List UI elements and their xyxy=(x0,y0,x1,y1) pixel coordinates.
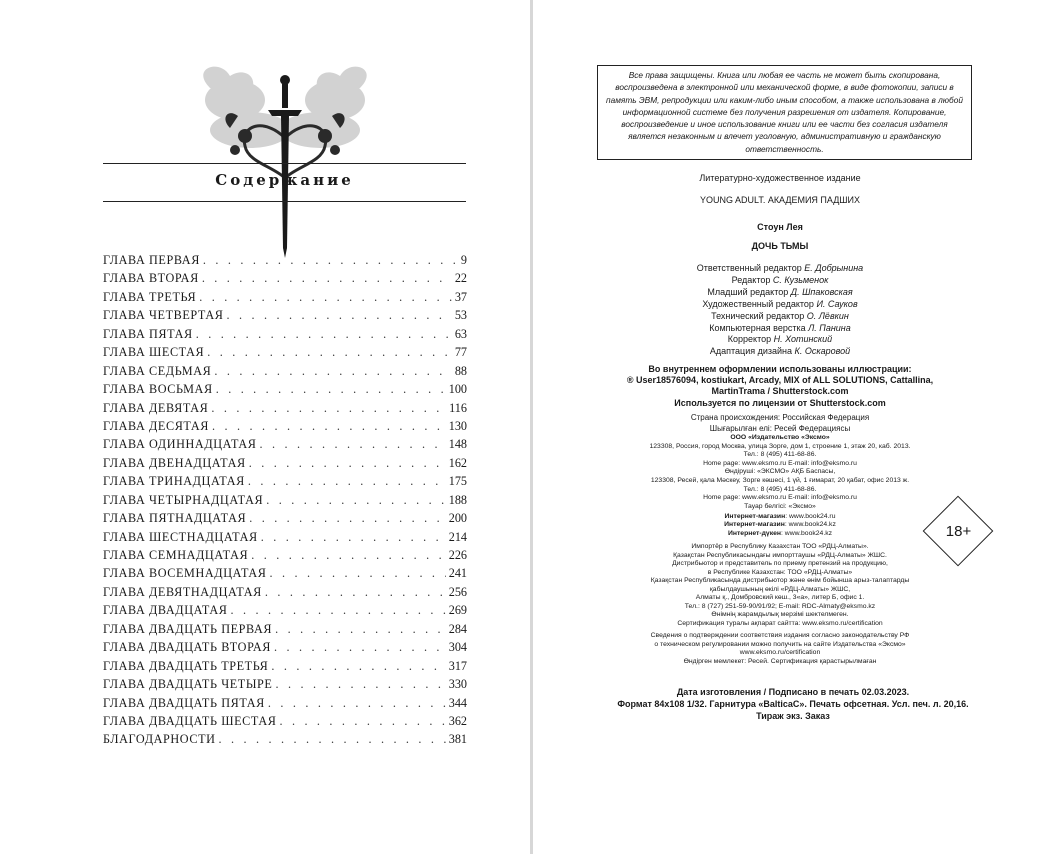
toc-entry xyxy=(103,530,467,548)
credit-line xyxy=(533,323,1027,334)
toc-entry-page: 214 xyxy=(448,529,467,544)
table-of-contents xyxy=(103,253,467,751)
toc-leader-dots xyxy=(260,437,446,452)
toc-entry-page: 88 xyxy=(454,363,467,378)
toc-entry-label: ГЛАВА ЧЕТВЕРТАЯ xyxy=(103,308,224,323)
toc-leader-dots xyxy=(274,640,446,655)
publisher-line: Тел.: 8 (495) 411-68-86. xyxy=(743,451,817,459)
toc-entry-page: 269 xyxy=(448,603,467,618)
toc-entry-page: 330 xyxy=(448,677,467,692)
toc-entry-page: 304 xyxy=(448,640,467,655)
toc-entry-page: 9 xyxy=(460,253,467,267)
toc-rule-bottom xyxy=(103,201,466,202)
toc-leader-dots xyxy=(270,566,446,581)
toc-entry-label: ГЛАВА ДВАДЦАТЬ ЧЕТЫРЕ xyxy=(103,677,273,692)
toc-leader-dots xyxy=(199,290,452,305)
toc-leader-dots xyxy=(214,364,451,379)
toc-entry-page: 130 xyxy=(448,418,467,433)
toc-leader-dots xyxy=(271,659,445,674)
toc-entry xyxy=(103,677,467,695)
sword-ornament-icon xyxy=(190,58,380,258)
toc-entry xyxy=(103,511,467,529)
toc-leader-dots xyxy=(216,382,446,397)
toc-entry xyxy=(103,401,467,419)
toc-entry xyxy=(103,308,467,326)
toc-entry-label: ГЛАВА ШЕСТНАДЦАТАЯ xyxy=(103,529,258,544)
importer-line: Тел.: 8 (727) 251-59-90/91/92; E-mail: RDC-Almaty@eksmo.kz xyxy=(684,602,876,610)
credit-line xyxy=(533,334,1027,345)
toc-entry-label: ГЛАВА ДВЕНАДЦАТАЯ xyxy=(103,455,246,470)
toc-entry xyxy=(103,714,467,732)
illustrations-line: ® User18576094, kostiukart, Arcady, MIX of ALL SOLUTIONS, Cattallina, xyxy=(626,375,934,386)
design-adaptation-name: К. Оскаровой xyxy=(794,346,851,356)
publisher-line: Тауар белгісі: «Эксмо» xyxy=(744,502,816,510)
credit-role: Технический редактор xyxy=(711,310,805,321)
credit-role: Художественный редактор xyxy=(702,298,814,309)
toc-leader-dots xyxy=(202,271,452,286)
toc-entry xyxy=(103,345,467,363)
toc-entry-page: 256 xyxy=(448,584,467,599)
left-page xyxy=(0,0,530,854)
illustrations-line: Используется по лицензии от Shutterstock.com xyxy=(674,397,886,408)
credit-line xyxy=(533,299,1027,310)
design-adaptation-role: Адаптация дизайна xyxy=(709,346,793,356)
online-shop-line: Интернет-магазин: www.book24.ru xyxy=(724,513,836,520)
toc-leader-dots xyxy=(248,474,446,489)
toc-entry-page: 226 xyxy=(448,548,467,562)
credit-line xyxy=(533,311,1027,322)
toc-entry-page: 317 xyxy=(448,658,467,673)
toc-leader-dots xyxy=(196,327,452,342)
online-shop-url[interactable]: www.book24.kz xyxy=(784,529,833,537)
toc-leader-dots xyxy=(207,345,452,360)
toc-entry xyxy=(103,456,467,474)
toc-entry-label: ГЛАВА ТРЕТЬЯ xyxy=(103,289,197,304)
toc-entry-label: ГЛАВА ПЕРВАЯ xyxy=(103,253,200,267)
toc-entry xyxy=(103,327,467,345)
online-shop-line: Интернет-дүкен: www.book24.kz xyxy=(727,529,833,537)
publisher-line: ООО «Издательство «Эксмо» xyxy=(730,434,830,441)
age-rating: 18+ xyxy=(945,523,972,540)
toc-entry xyxy=(103,548,467,566)
toc-entry xyxy=(103,640,467,658)
origin-line: Шығарылған елі: Ресей Федерациясы xyxy=(709,424,851,433)
toc-leader-dots xyxy=(203,253,458,268)
credit-role: Редактор xyxy=(731,274,771,285)
credit-line xyxy=(533,263,1027,274)
author-name: Стоун Лея xyxy=(757,222,803,232)
toc-rule-top xyxy=(103,163,466,164)
toc-entry-page: 344 xyxy=(448,695,467,710)
toc-entry-page: 175 xyxy=(448,474,467,489)
toc-entry-page: 37 xyxy=(454,289,467,304)
toc-entry-page: 116 xyxy=(449,400,467,415)
importer-line: Қазақстан Республикасындағы импорттаушы «РДЦ-Алматы» ЖШС. xyxy=(673,551,887,559)
toc-leader-dots xyxy=(266,493,445,508)
toc-entry-page: 241 xyxy=(448,566,467,581)
toc-entry-label: ГЛАВА ДВАДЦАТАЯ xyxy=(103,603,228,618)
toc-entry xyxy=(103,603,467,621)
importer-line: қабылдаушының өкілі «РДЦ-Алматы» ЖШС, xyxy=(709,585,851,593)
toc-entry xyxy=(103,659,467,677)
toc-leader-dots xyxy=(212,419,446,434)
toc-entry-label: ГЛАВА ВТОРАЯ xyxy=(103,271,199,286)
importer-line: Қазақстан Республикасында дистрибьютор және өнім бойынша арыз-талаптарды xyxy=(650,577,910,584)
toc-entry-page: 381 xyxy=(448,732,467,747)
toc-entry-label: ГЛАВА ВОСЕМНАДЦАТАЯ xyxy=(103,566,267,581)
toc-entry-label: БЛАГОДАРНОСТИ xyxy=(103,732,216,747)
edition-type: Литературно-художественное издание xyxy=(699,173,861,183)
colophon-line: Формат 84x108 1/32. Гарнитура «BalticaC». Печать офсетная. Усл. печ. л. 20,16. xyxy=(617,699,969,710)
toc-entry xyxy=(103,290,467,308)
online-shop-label: Интернет-магазин xyxy=(724,513,786,520)
credit-name: Л. Панина xyxy=(808,322,851,333)
toc-leader-dots xyxy=(275,677,445,692)
toc-entry-label: ГЛАВА ДЕВЯТАЯ xyxy=(103,400,209,415)
toc-entry xyxy=(103,732,467,750)
toc-entry-page: 188 xyxy=(448,492,467,507)
toc-entry-label: ГЛАВА ДВАДЦАТЬ ВТОРАЯ xyxy=(103,640,272,655)
publisher-line: 123308, Ресей, қала Мәскеу, Зорге көшесі, 1 үй, 1 ғимарат, 20 қабат, офис 2013 ж. xyxy=(650,477,910,484)
toc-entry xyxy=(103,437,467,455)
illustrations-line: MartinTrama / Shutterstock.com xyxy=(711,386,849,397)
online-shop-label: Интернет-дүкен xyxy=(727,529,781,537)
toc-entry-label: ГЛАВА ДВАДЦАТЬ ШЕСТАЯ xyxy=(103,713,277,728)
publisher-line: 123308, Россия, город Москва, улица Зорге, дом 1, строение 1, этаж 20, каб. 2013. xyxy=(649,442,911,450)
toc-entry-page: 284 xyxy=(448,621,467,636)
credit-role: Корректор xyxy=(727,334,772,345)
toc-leader-dots xyxy=(261,530,446,545)
importer-line: в Республике Казахстан: ТОО «РДЦ-Алматы» xyxy=(707,568,853,576)
credit-name: О. Лёвкин xyxy=(806,310,849,321)
toc-entry-label: ГЛАВА ДЕСЯТАЯ xyxy=(103,418,209,433)
toc-entry-page: 63 xyxy=(454,326,467,341)
illustrations-line: Во внутреннем оформлении использованы иллюстрации: xyxy=(648,364,912,374)
toc-entry-label: ГЛАВА ЧЕТЫРНАДЦАТАЯ xyxy=(103,492,264,507)
toc-entry-label: ГЛАВА ШЕСТАЯ xyxy=(103,345,205,360)
toc-entry-page: 162 xyxy=(448,455,467,470)
publisher-line: Home page: www.eksmo.ru E-mail: info@eksmo.ru xyxy=(703,494,857,502)
design-adaptation xyxy=(533,346,1027,357)
toc-entry xyxy=(103,622,467,640)
toc-entry xyxy=(103,271,467,289)
series-name: YOUNG ADULT. АКАДЕМИЯ ПАДШИХ xyxy=(699,195,861,205)
toc-leader-dots xyxy=(249,511,446,526)
toc-entry xyxy=(103,382,467,400)
copyright-notice: Все права защищены. Книга или любая ее часть не может быть скопирована, воспроизведена в электронной или механической форме, в виде фотокопии, записи в память ЭВМ, репродукции или каким-либо иным способом, а также использована в любой информационной системе без получения разрешения от издателя. Копирование, воспроизведение и иное использование книги или ее части без согласия издателя является незаконным и влечет уголовную, административную и гражданскую ответственность. xyxy=(597,65,972,160)
credit-name: И. Сауков xyxy=(816,298,858,309)
origin-line: Страна происхождения: Российская Федерация xyxy=(690,413,870,422)
toc-entry-page: 77 xyxy=(454,345,467,360)
toc-entry-page: 53 xyxy=(454,308,467,323)
toc-entry-label: ГЛАВА ОДИННАДЦАТАЯ xyxy=(103,437,257,452)
toc-leader-dots xyxy=(219,732,446,747)
publisher-line: Home page: www.eksmo.ru E-mail: info@eksmo.ru xyxy=(703,459,857,467)
importer-line: Өнімнің жарамдылық мерзімі шектелмеген. xyxy=(711,611,849,618)
toc-entry xyxy=(103,493,467,511)
importer-line: Дистрибьютор и представитель по приему претензий на продукцию, xyxy=(672,560,888,567)
toc-entry-label: ГЛАВА СЕДЬМАЯ xyxy=(103,363,212,378)
toc-entry xyxy=(103,253,467,271)
toc-entry-page: 148 xyxy=(448,437,467,452)
certification-line: о техническом регулировании можно получить на сайте Издательства «Эксмо» xyxy=(654,640,906,648)
publisher-line: Тел.: 8 (495) 411-68-86. xyxy=(743,485,817,493)
colophon-line: Дата изготовления / Подписано в печать 02.03.2023. xyxy=(676,687,910,697)
toc-entry-label: ГЛАВА ДВАДЦАТЬ ТРЕТЬЯ xyxy=(103,658,269,673)
toc-entry xyxy=(103,474,467,492)
toc-leader-dots xyxy=(249,456,446,471)
toc-entry-page: 100 xyxy=(448,382,467,397)
toc-entry xyxy=(103,364,467,382)
toc-entry-label: ГЛАВА СЕМНАДЦАТАЯ xyxy=(103,548,249,562)
toc-entry xyxy=(103,585,467,603)
toc-leader-dots xyxy=(279,714,445,729)
toc-entry-label: ГЛАВА ДВАДЦАТЬ ПЕРВАЯ xyxy=(103,621,273,636)
online-shop-label: Интернет-магазин xyxy=(724,521,785,529)
toc-title: Содержание xyxy=(215,171,354,189)
importer-line: Алматы қ., Домбровский көш., 3«а», литер Б, офис 1. xyxy=(695,594,865,601)
toc-entry-label: ГЛАВА ТРИНАДЦАТАЯ xyxy=(103,474,245,489)
toc-leader-dots xyxy=(275,622,446,637)
toc-entry-label: ГЛАВА ПЯТАЯ xyxy=(103,326,193,341)
book-title: ДОЧЬ ТЬМЫ xyxy=(751,241,809,251)
credit-role: Ответственный редактор xyxy=(696,263,802,273)
toc-entry-page: 22 xyxy=(454,271,467,286)
toc-entry-label: ГЛАВА ВОСЬМАЯ xyxy=(103,382,213,397)
toc-leader-dots xyxy=(268,696,446,711)
toc-leader-dots xyxy=(211,401,446,416)
certification-line: Өндірген мемлекет: Ресей. Сертификация қарастырылмаған xyxy=(683,657,877,665)
online-shop-url[interactable]: www.book24.ru xyxy=(789,513,836,520)
colophon-line: Тираж экз. Заказ xyxy=(756,711,830,722)
toc-leader-dots xyxy=(231,603,446,618)
importer-line: Импортёр в Республику Казахстан ТОО «РДЦ-Алматы». xyxy=(691,543,869,550)
toc-entry-label: ГЛАВА ДВАДЦАТЬ ПЯТАЯ xyxy=(103,695,265,710)
toc-entry xyxy=(103,419,467,437)
credit-name: Е. Добрынина xyxy=(804,263,864,273)
credit-name: Д. Шпаковская xyxy=(790,286,853,297)
credit-role: Младший редактор xyxy=(707,286,789,297)
toc-entry-page: 200 xyxy=(448,511,467,526)
credit-role: Компьютерная верстка xyxy=(709,322,806,333)
credit-name: С. Кузьменок xyxy=(772,274,829,285)
certification-line: Сведения о подтверждении соответствия издания согласно законодательству РФ xyxy=(650,632,910,639)
toc-entry xyxy=(103,566,467,584)
publisher-line: Өндіруші: «ЭКСМО» АҚБ Баспасы, xyxy=(724,468,836,476)
credit-line xyxy=(533,275,1027,286)
toc-leader-dots xyxy=(251,548,445,563)
right-page xyxy=(533,0,1063,854)
certification-line: www.eksmo.ru/certification xyxy=(739,649,821,656)
toc-entry-page: 362 xyxy=(448,713,467,728)
importer-line: Сертификация туралы ақпарат сайтта: www.eksmo.ru/certification xyxy=(677,619,883,627)
toc-leader-dots xyxy=(226,308,451,323)
toc-entry-label: ГЛАВА ПЯТНАДЦАТАЯ xyxy=(103,511,247,526)
toc-entry xyxy=(103,696,467,714)
toc-entry-label: ГЛАВА ДЕВЯТНАДЦАТАЯ xyxy=(103,584,262,599)
toc-leader-dots xyxy=(265,585,446,600)
online-shop-url[interactable]: www.book24.kz xyxy=(788,521,836,529)
online-shop-line: Интернет-магазин: www.book24.kz xyxy=(724,521,836,529)
credit-name: Н. Хотинский xyxy=(773,334,833,345)
credit-line xyxy=(533,287,1027,298)
